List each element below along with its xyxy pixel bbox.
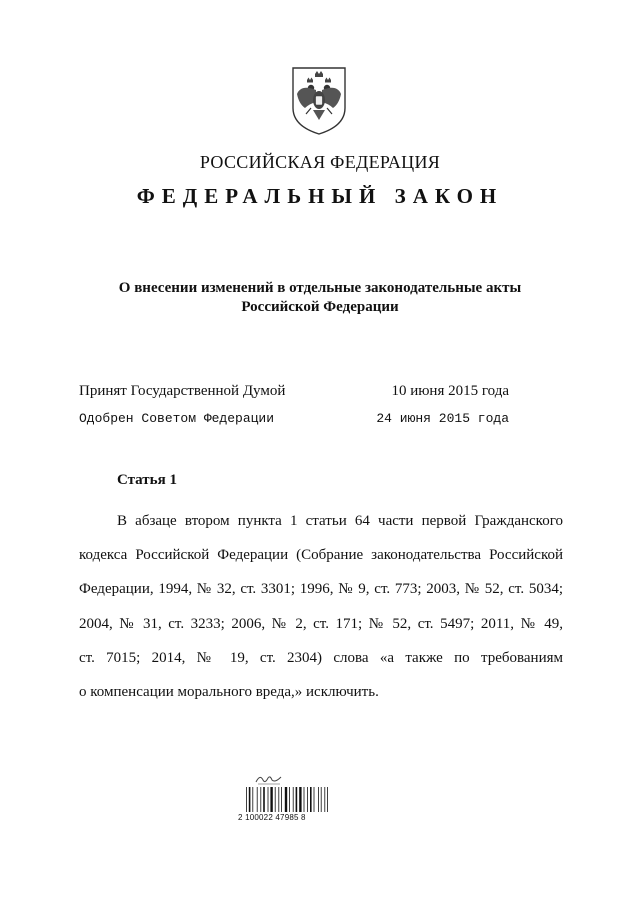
adoption-date: 10 июня 2015 года (391, 383, 509, 399)
country-name: РОССИЙСКАЯ ФЕДЕРАЦИЯ (199, 152, 441, 172)
law-title (0, 279, 640, 317)
article-text-line: 2004, № 31, ст. 3233; 2006, № 2, ст. 171; № 52, ст. 5497; 2011, № 49, (79, 615, 563, 632)
article-text-line: кодекса Российской Федерации (Собрание законодательства Российской (79, 547, 563, 564)
article-body (79, 504, 563, 709)
approval-label: Одобрен Советом Федерации (79, 411, 275, 426)
article-text-line: ст. 7015; 2014, № 19, ст. 2304) слова «а также по требованиям (79, 649, 563, 666)
article-heading: Статья 1 (117, 472, 177, 488)
russian-coat-of-arms-icon (287, 64, 351, 136)
barcode-number: 2 100022 47985 8 (238, 813, 306, 822)
article-text-line: В абзаце втором пункта 1 статьи 64 части первой Гражданского (117, 513, 563, 529)
barcode-icon (245, 787, 329, 812)
adoption-label: Принят Государственной Думой (79, 383, 286, 399)
article-text-line: о компенсации морального вреда,» исключить. (79, 684, 379, 701)
law-title-line: Российской Федерации (241, 299, 399, 315)
law-title-line: О внесении изменений в отдельные законодательные акты (118, 280, 522, 296)
handwritten-signature-icon (254, 772, 284, 786)
article-text-line: Федерации, 1994, № 32, ст. 3301; 1996, № 9, ст. 773; 2003, № 52, ст. 5034; (79, 581, 563, 598)
approval-date: 24 июня 2015 года (376, 411, 509, 426)
document-type: ФЕДЕРАЛЬНЫЙ ЗАКОН (136, 184, 504, 208)
